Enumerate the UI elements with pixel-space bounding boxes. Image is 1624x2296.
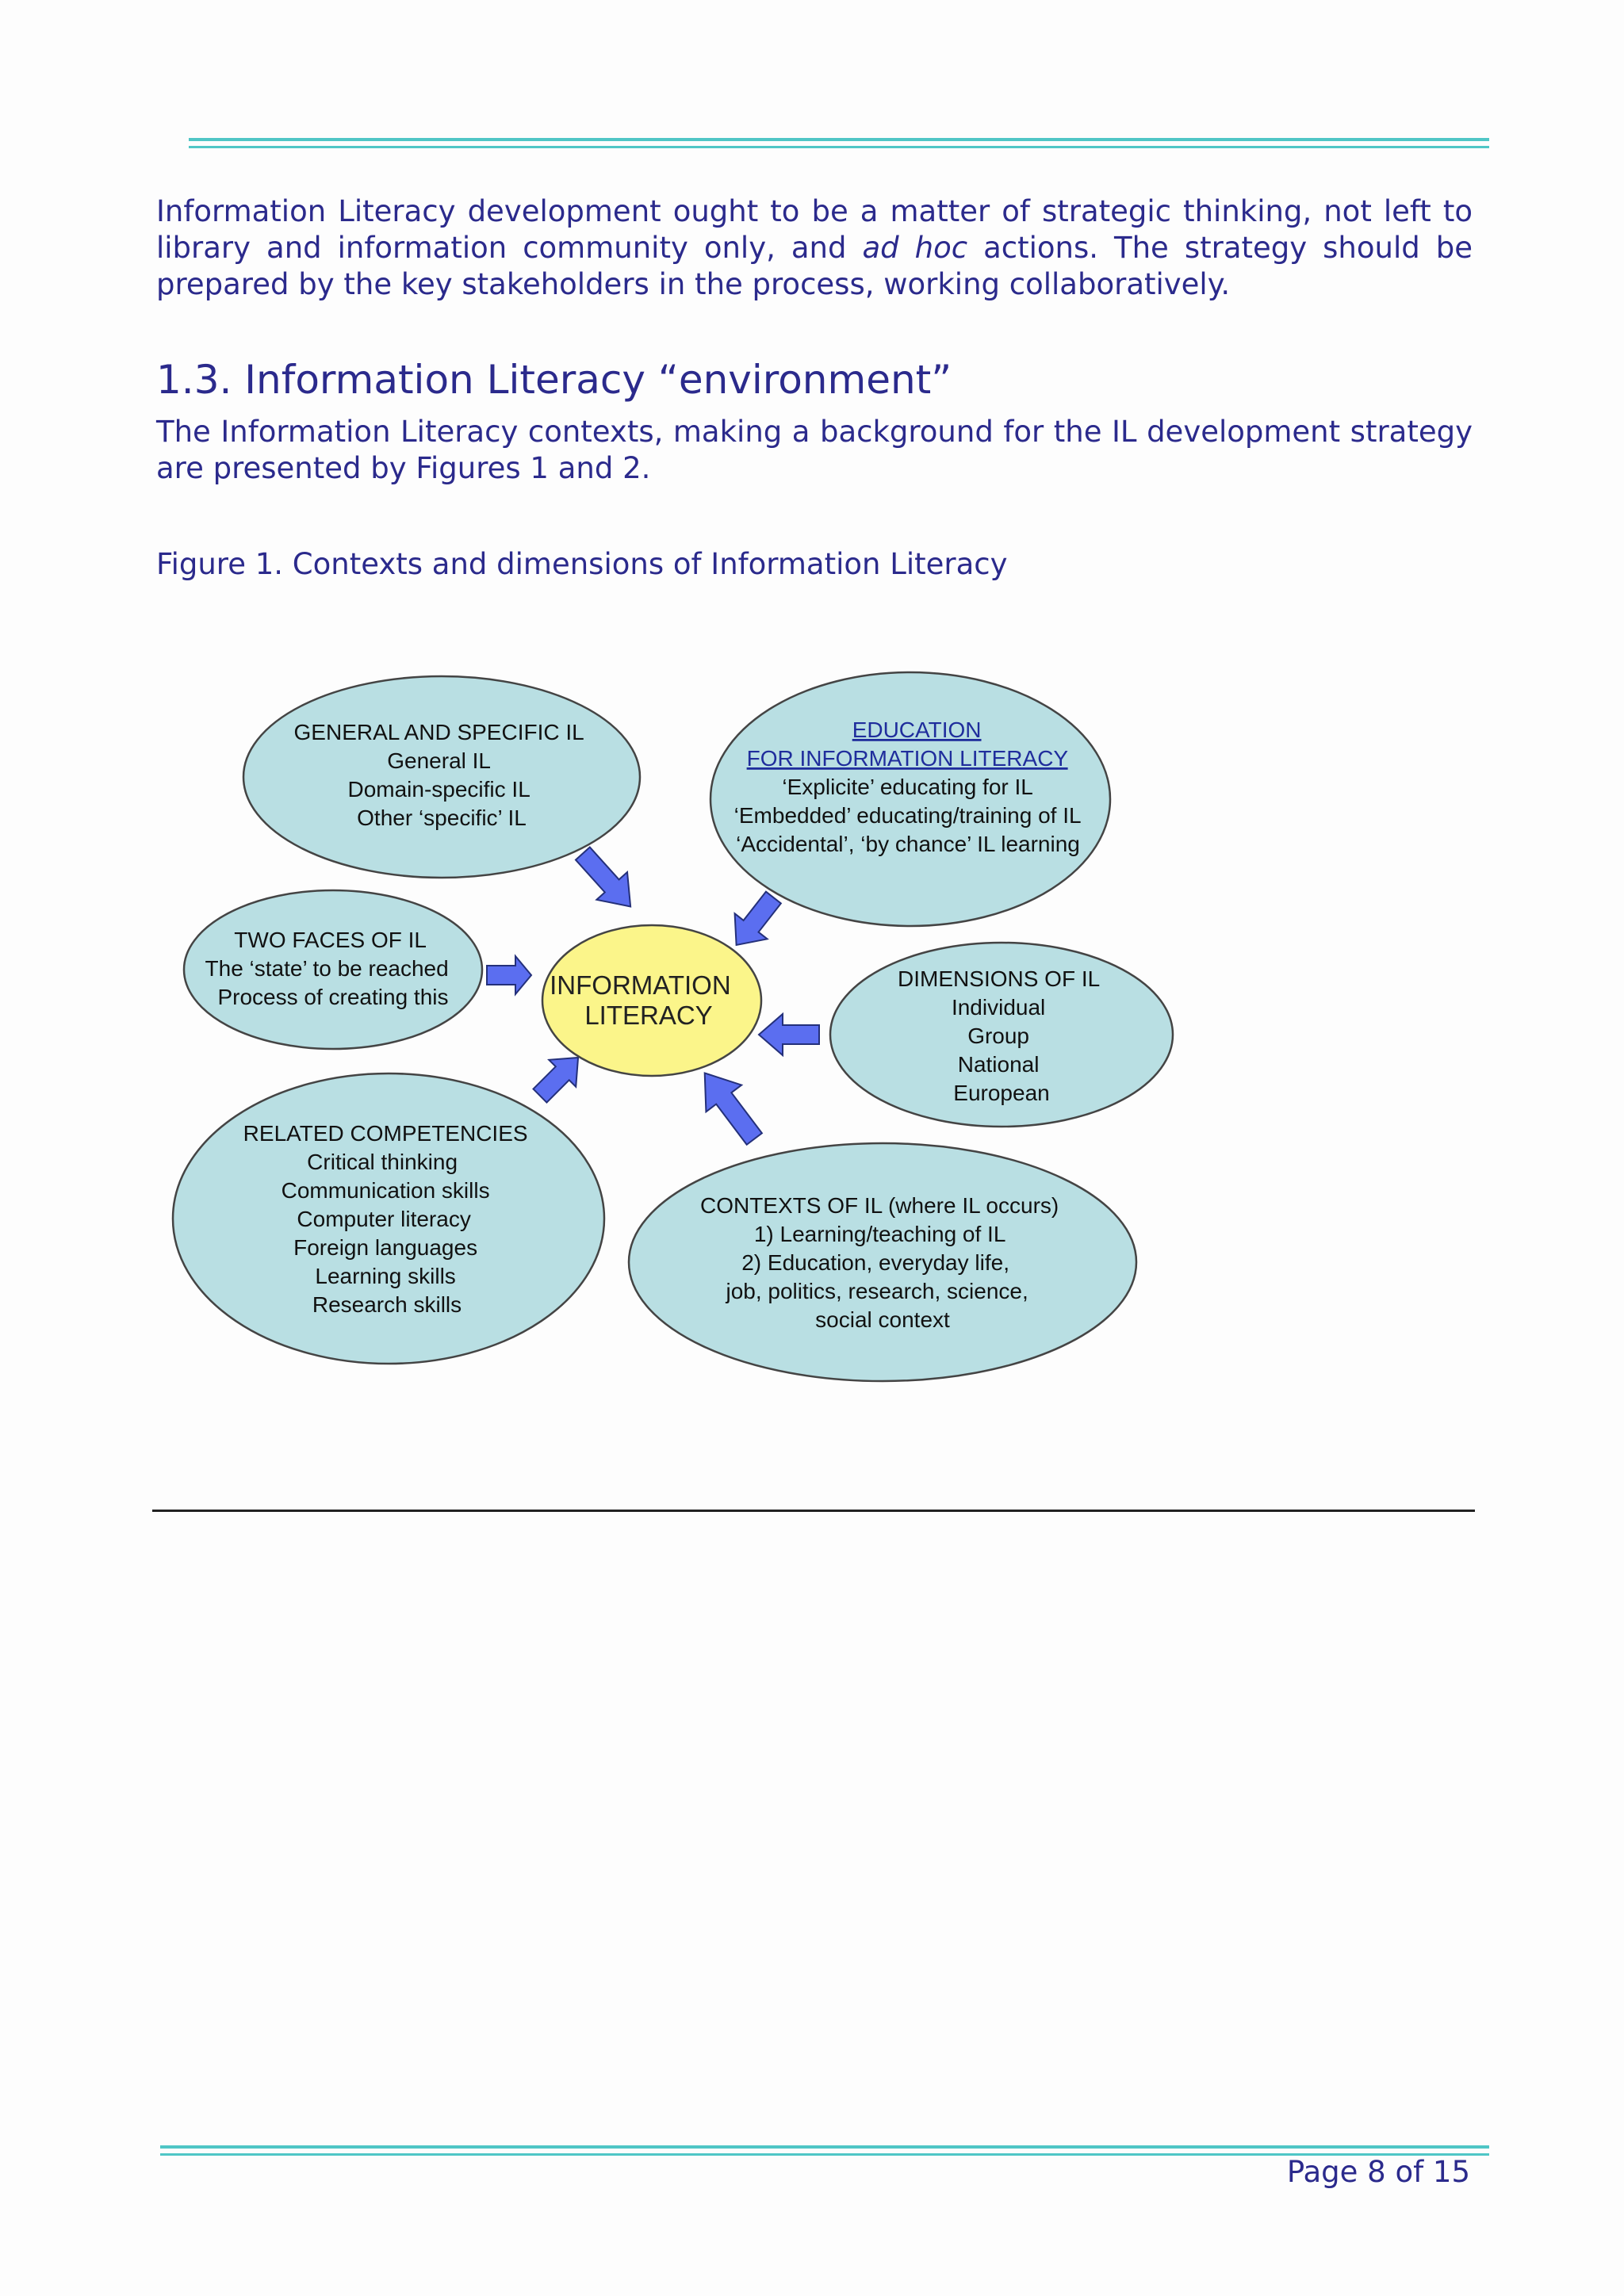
svg-text:DIMENSIONS OF IL Indiv: DIMENSIONS OF IL Individual Group National European (898, 966, 1100, 1105)
footer-rule (160, 2145, 1489, 2149)
figure-caption: Figure 1. Contexts and dimensions of Information Literacy (156, 547, 1008, 581)
header-rule (189, 138, 1489, 141)
center-node (542, 925, 761, 1076)
svg-text:EDUCATION FOR INFORMATIO: EDUCATION FOR INFORMATION LITERACY ‘Explicite’ educating for IL ‘Embedded’ educating/training of IL ‘Accidental’, ‘by chance’ IL learning (733, 718, 1081, 856)
ad-hoc-emphasis: ad hoc (862, 231, 968, 265)
page-number: Page 8 of 15 (1286, 2155, 1470, 2189)
svg-text:CONTEXTS OF IL (where IL occ: CONTEXTS OF IL (where IL occurs) 1) Learning/teaching of IL 2) Education, everyday life, job, politics, research, science, social context (699, 1193, 1059, 1332)
il-context-diagram (159, 658, 1189, 1395)
svg-text:RELATED COMPETENCIES Cr: RELATED COMPETENCIES Critical thinking Communication skills Computer literacy Foreign languages Learning skills Research skills (243, 1121, 528, 1317)
arrow-from-dimensions (759, 1014, 819, 1055)
arrow-from-general (568, 840, 646, 920)
arrow-from-contexts (687, 1060, 772, 1153)
footnote-separator (152, 1510, 1475, 1512)
general-specific-node (243, 676, 640, 878)
related-competencies-node (173, 1073, 604, 1364)
intro-paragraph: Information Literacy development ought to be a matter of strategic thinking, not left to library and information community only, and ad hoc actions. The strategy should be prepared by the key stakeholders in the process, working collaboratively. (156, 194, 1473, 301)
svg-text:TWO FACES OF IL The ‘s: TWO FACES OF IL The ‘state’ to be reached Process of creating this (205, 928, 449, 1009)
svg-text:GENERAL AND SPECIFIC IL: GENERAL AND SPECIFIC IL General IL Domain-specific IL Other ‘specific’ IL (293, 720, 584, 830)
arrow-from-two-faces (487, 956, 531, 994)
dimensions-node (830, 943, 1173, 1127)
education-node (710, 672, 1110, 926)
contexts-node (629, 1143, 1136, 1381)
section-heading: 1.3. Information Literacy “environment” (156, 357, 952, 403)
section-paragraph: The Information Literacy contexts, making a background for the IL development strategy are presented by Figures 1 and 2. (156, 415, 1473, 485)
svg-text:INFORMATION LITERACY: INFORMATION LITERACY (550, 970, 731, 1030)
two-faces-node (184, 890, 482, 1049)
